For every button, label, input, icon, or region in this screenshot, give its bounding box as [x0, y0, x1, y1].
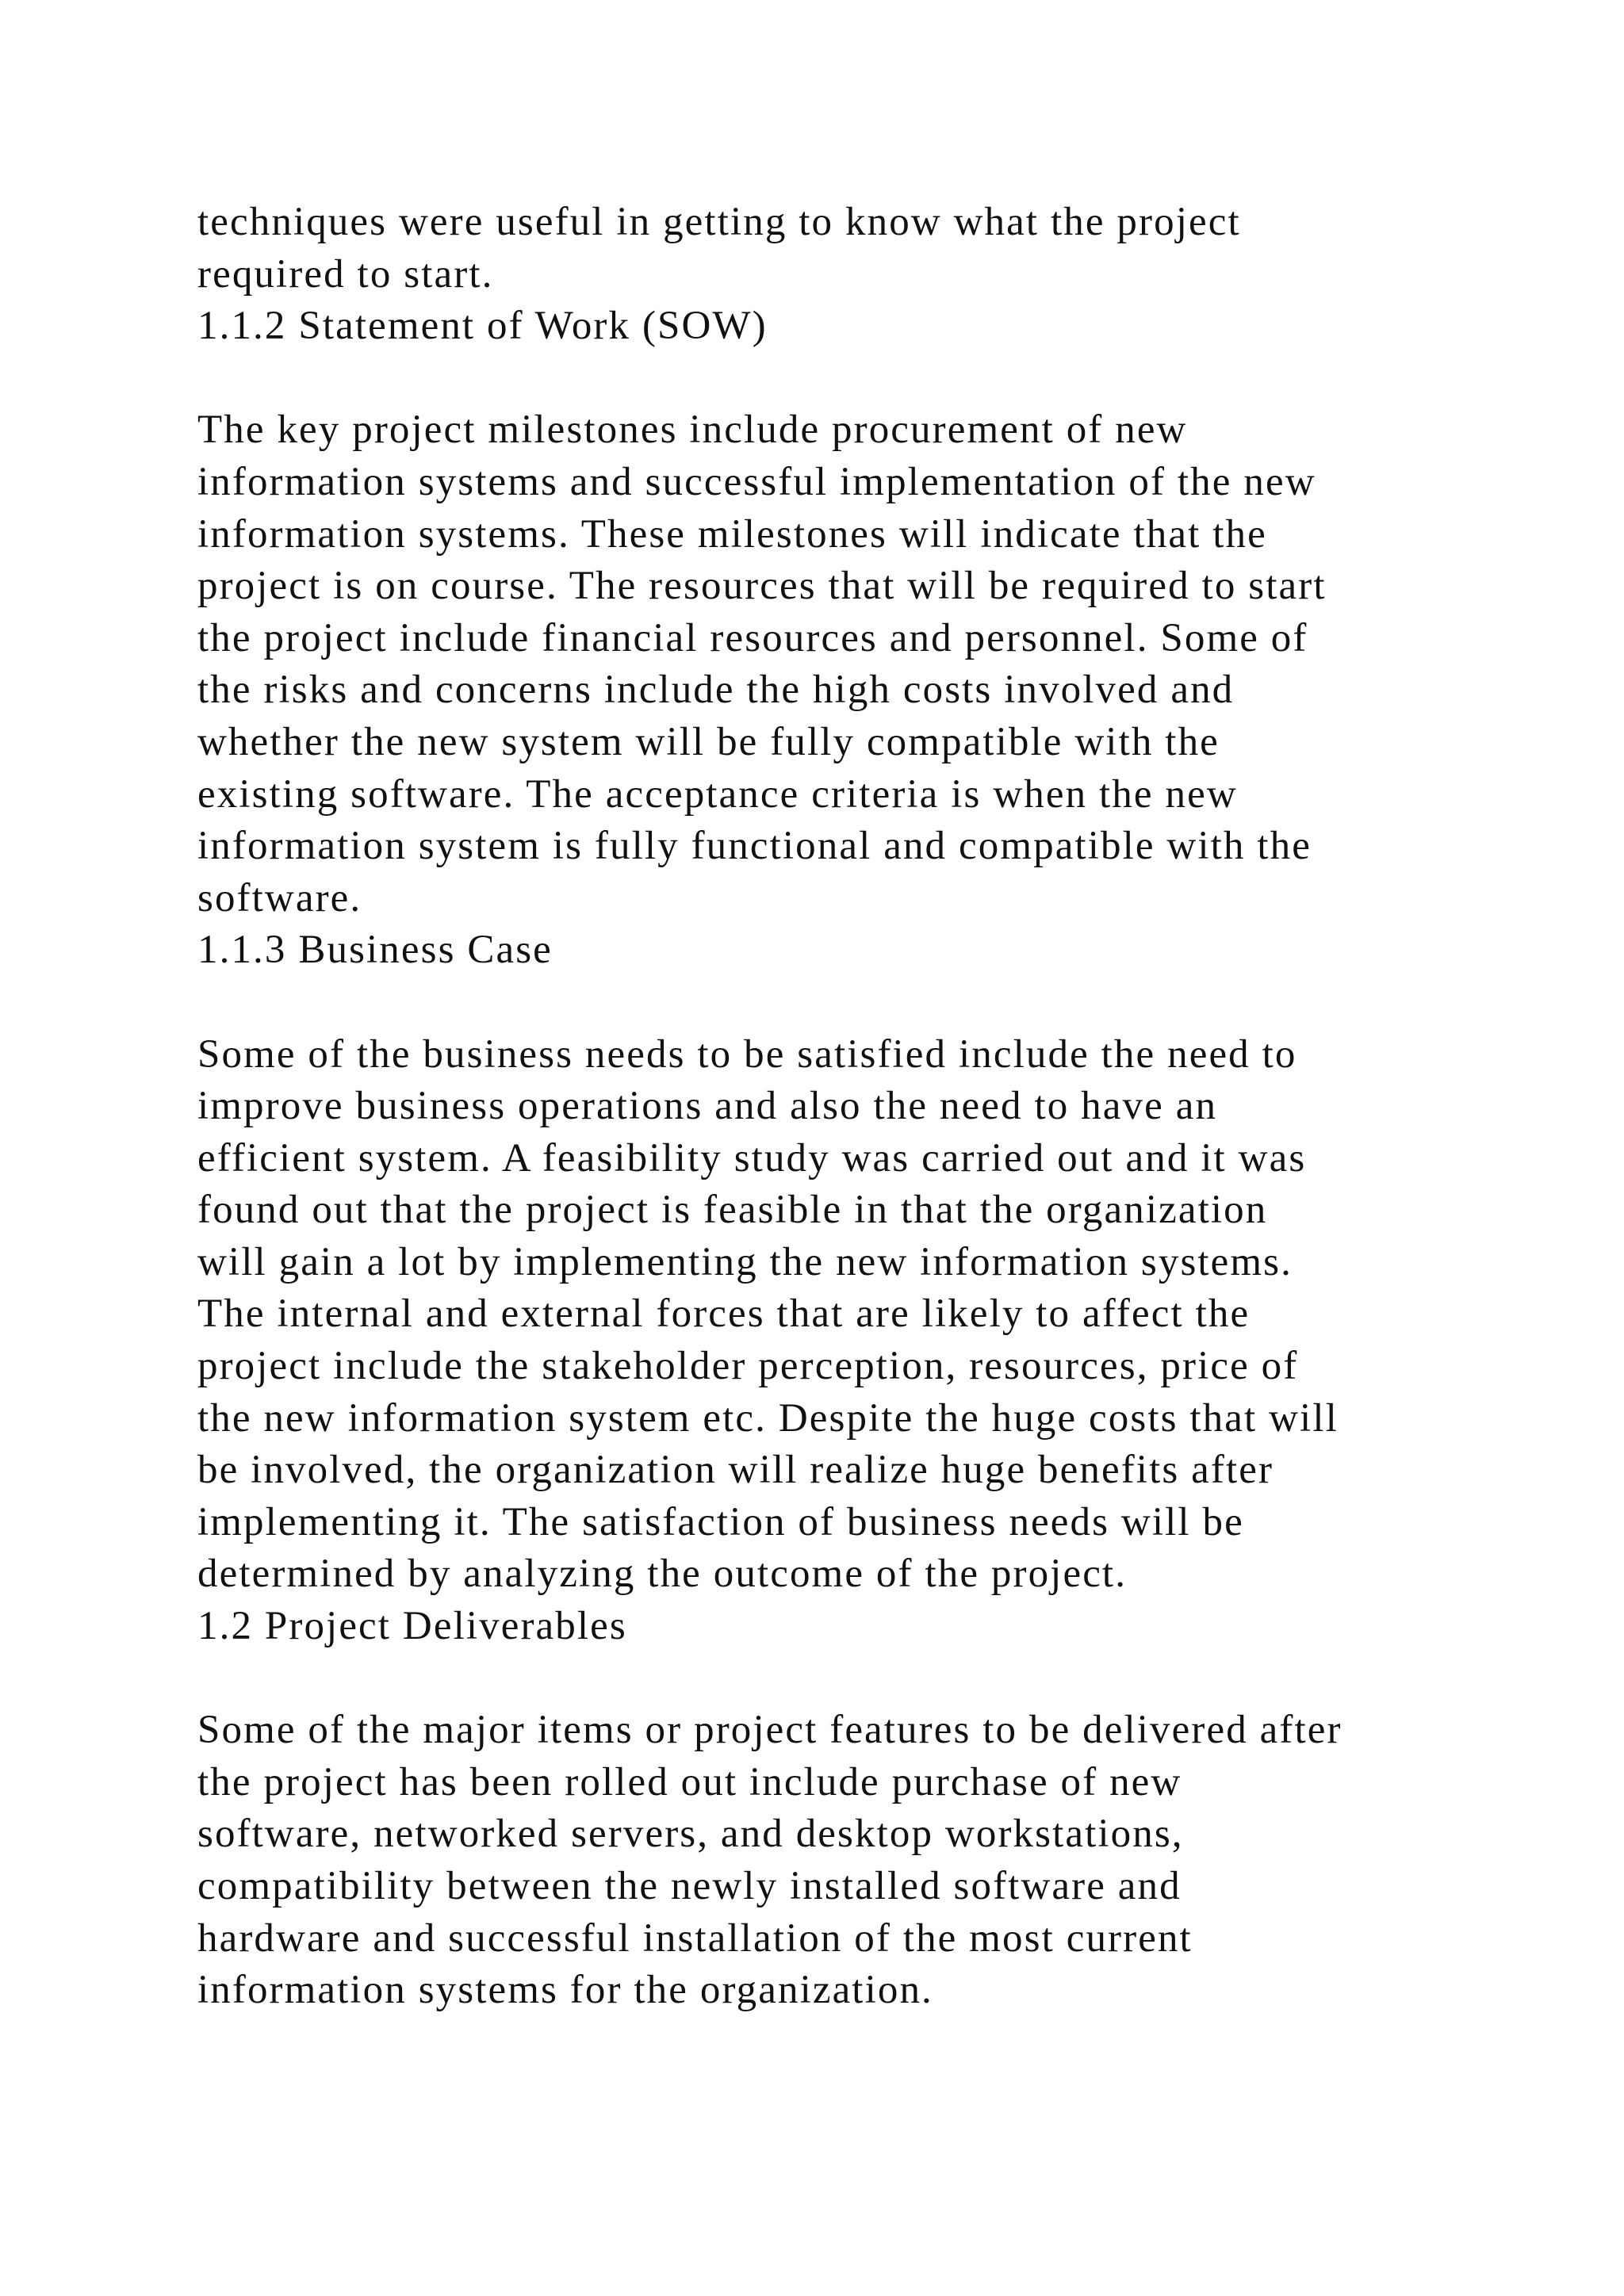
body-text-line: Some of the business needs to be satisfied include the need to	[197, 1031, 1297, 1077]
body-text-line: will gain a lot by implementing the new information systems.	[197, 1239, 1293, 1284]
body-text-line: the new information system etc. Despite the huge costs that will	[197, 1395, 1339, 1441]
body-text-line: information systems for the organization.	[197, 1968, 933, 2013]
body-text-line: implementing it. The satisfaction of business needs will be	[197, 1499, 1244, 1544]
body-text-line: information systems and successful implementation of the new	[197, 459, 1316, 504]
body-text-line: existing software. The acceptance criteria is when the new	[197, 771, 1238, 817]
body-text-line: efficient system. A feasibility study was carried out and it was	[197, 1135, 1307, 1181]
body-text-line: the project has been rolled out include purchase of new	[197, 1759, 1182, 1804]
paragraph-spacer	[197, 353, 1466, 405]
body-text-line: techniques were useful in getting to know what the project	[197, 200, 1241, 244]
body-text-line: software.	[197, 875, 362, 920]
paragraph-spacer	[197, 1653, 1466, 1705]
body-text-line: project include the stakeholder perception, resources, price of	[197, 1344, 1299, 1389]
section-heading-business-case: 1.1.3 Business Case	[197, 928, 553, 973]
body-text-line: software, networked servers, and desktop workstations,	[197, 1812, 1184, 1857]
body-text-line: the project include financial resources and personnel. Some of	[197, 615, 1308, 660]
body-text-line: found out that the project is feasible in that the organization	[197, 1188, 1268, 1233]
document-body	[197, 197, 1466, 2017]
body-text-line: project is on course. The resources that will be required to start	[197, 564, 1327, 609]
body-text-line: The internal and external forces that are likely to affect the	[197, 1292, 1251, 1337]
body-text-line: compatibility between the newly installed software and	[197, 1864, 1182, 1908]
body-text-line: The key project milestones include procurement of new	[197, 408, 1188, 453]
body-text-line: hardware and successful installation of the most current	[197, 1915, 1193, 1961]
body-text-line: Some of the major items or project features to be delivered after	[197, 1708, 1342, 1753]
section-heading-deliverables: 1.2 Project Deliverables	[197, 1604, 627, 1649]
body-text-line: required to start.	[197, 251, 494, 297]
body-text-line: be involved, the organization will realize huge benefits after	[197, 1448, 1274, 1493]
section-heading-sow: 1.1.2 Statement of Work (SOW)	[197, 304, 768, 349]
body-text-line: information system is fully functional and compatible with the	[197, 824, 1312, 869]
body-text-line: improve business operations and also the need to have an	[197, 1084, 1218, 1129]
body-text-line: the risks and concerns include the high costs involved and	[197, 668, 1235, 713]
paragraph-spacer	[197, 977, 1466, 1029]
body-text-line: information systems. These milestones will indicate that the	[197, 511, 1267, 557]
body-text-line: whether the new system will be fully compatible with the	[197, 719, 1220, 764]
body-text-line: determined by analyzing the outcome of the project.	[197, 1552, 1128, 1597]
